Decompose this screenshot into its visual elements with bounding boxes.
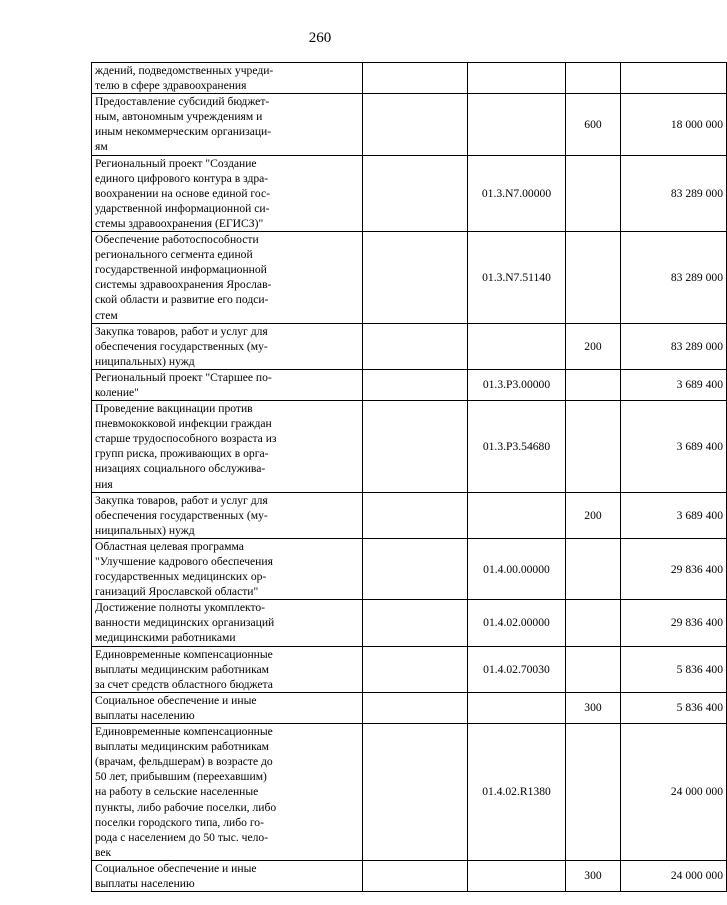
empty-cell bbox=[363, 232, 468, 324]
empty-cell bbox=[363, 646, 468, 692]
item-name-line: иным некоммерческим организаци- bbox=[95, 125, 272, 139]
amount-cell: 83 289 000 bbox=[621, 232, 727, 324]
item-name-cell bbox=[92, 401, 363, 493]
item-name-line: телю в сфере здравоохранения bbox=[95, 79, 247, 93]
item-name-line: обеспечения государственных (му- bbox=[95, 339, 268, 353]
amount-cell: 29 836 400 bbox=[621, 600, 727, 646]
expense-type-cell: 300 bbox=[566, 860, 621, 891]
item-name-line: регионального сегмента единой bbox=[95, 248, 253, 262]
item-name-line: Социальное обеспечение и иные bbox=[95, 693, 257, 707]
item-name-cell bbox=[92, 63, 363, 94]
empty-cell bbox=[363, 600, 468, 646]
table-body bbox=[92, 63, 727, 892]
item-name-line: Закупка товаров, работ и услуг для bbox=[95, 493, 268, 507]
item-name-line: ванности медицинских организаций bbox=[95, 616, 275, 630]
item-name-line: выплаты населению bbox=[95, 876, 195, 890]
empty-cell bbox=[363, 860, 468, 891]
expense-type-cell: 600 bbox=[566, 94, 621, 155]
item-name-line: Региональный проект "Создание bbox=[95, 156, 257, 170]
item-name-line: Обеспечение работоспособности bbox=[95, 233, 259, 247]
empty-cell bbox=[363, 692, 468, 723]
table-row bbox=[92, 401, 727, 493]
item-name-line: на работу в сельские населенные bbox=[95, 785, 259, 799]
item-name-cell bbox=[92, 232, 363, 324]
table-row bbox=[92, 232, 727, 324]
item-name-line: выплаты медицинским работникам bbox=[95, 662, 270, 676]
item-name-cell bbox=[92, 538, 363, 599]
item-name-line: Региональный проект "Старшее по- bbox=[95, 370, 272, 384]
table-row bbox=[92, 155, 727, 231]
table-row bbox=[92, 600, 727, 646]
budget-table bbox=[91, 62, 727, 892]
item-name-line: выплаты населению bbox=[95, 708, 195, 722]
item-name-line: единого цифрового контура в здра- bbox=[95, 171, 269, 185]
item-name-line: Единовременные компенсационные bbox=[95, 647, 273, 661]
target-code-cell: 01.3.N7.00000 bbox=[468, 155, 566, 231]
item-name-cell bbox=[92, 155, 363, 231]
expense-type-cell bbox=[566, 232, 621, 324]
item-name-line: старше трудоспособного возраста из bbox=[95, 432, 277, 446]
item-name-line: Социальное обеспечение и иные bbox=[95, 861, 257, 875]
item-name-line: Закупка товаров, работ и услуг для bbox=[95, 324, 268, 338]
empty-cell bbox=[363, 492, 468, 538]
empty-cell bbox=[363, 63, 468, 94]
table-row bbox=[92, 94, 727, 155]
item-name-cell bbox=[92, 323, 363, 369]
item-name-line: низациях социального обслужива- bbox=[95, 462, 266, 476]
expense-type-cell bbox=[566, 538, 621, 599]
item-name-line: Единовременные компенсационные bbox=[95, 725, 273, 739]
empty-cell bbox=[363, 323, 468, 369]
target-code-cell bbox=[468, 323, 566, 369]
item-name-line: ям bbox=[95, 140, 108, 154]
item-name-line: ждений, подведомственных учреди- bbox=[95, 64, 274, 77]
item-name-line: групп риска, проживающих в орга- bbox=[95, 447, 269, 461]
item-name-line: за счет средств областного бюджета bbox=[95, 677, 273, 691]
item-name-line: стем bbox=[95, 308, 118, 322]
item-name-line: Областная целевая программа bbox=[95, 539, 244, 553]
table-row bbox=[92, 538, 727, 599]
target-code-cell bbox=[468, 492, 566, 538]
item-name-line: пункты, либо рабочие поселки, либо bbox=[95, 800, 277, 814]
amount-cell: 5 836 400 bbox=[621, 646, 727, 692]
item-name-line: 50 лет, прибывшим (переехавшим) bbox=[95, 770, 267, 784]
item-name-line: коление" bbox=[95, 385, 139, 399]
item-name-cell bbox=[92, 724, 363, 861]
target-code-cell bbox=[468, 94, 566, 155]
item-name-line: ниципальных) нужд bbox=[95, 354, 195, 368]
amount-cell: 3 689 400 bbox=[621, 369, 727, 400]
amount-cell: 5 836 400 bbox=[621, 692, 727, 723]
table-row bbox=[92, 724, 727, 861]
expense-type-cell bbox=[566, 63, 621, 94]
item-name-line: медицинскими работниками bbox=[95, 631, 236, 645]
empty-cell bbox=[363, 538, 468, 599]
item-name-line: "Улучшение кадрового обеспечения bbox=[95, 555, 273, 568]
expense-type-cell bbox=[566, 155, 621, 231]
item-name-line: век bbox=[95, 845, 112, 859]
target-code-cell: 01.4.02.R1380 bbox=[468, 724, 566, 861]
item-name-line: ным, автономным учреждениям и bbox=[95, 110, 263, 124]
table-row bbox=[92, 646, 727, 692]
empty-cell bbox=[363, 401, 468, 493]
target-code-cell: 01.4.00.00000 bbox=[468, 538, 566, 599]
target-code-cell: 01.3.N7.51140 bbox=[468, 232, 566, 324]
empty-cell bbox=[363, 94, 468, 155]
item-name-line: воохранении на основе единой гос- bbox=[95, 186, 270, 200]
amount-cell: 29 836 400 bbox=[621, 538, 727, 599]
target-code-cell bbox=[468, 692, 566, 723]
target-code-cell: 01.4.02.70030 bbox=[468, 646, 566, 692]
table-row bbox=[92, 492, 727, 538]
item-name-line: системы здравоохранения Ярослав- bbox=[95, 278, 272, 292]
item-name-line: ганизаций Ярославской области" bbox=[95, 585, 259, 599]
table-row bbox=[92, 369, 727, 400]
item-name-cell bbox=[92, 492, 363, 538]
item-name-cell bbox=[92, 369, 363, 400]
table-row bbox=[92, 323, 727, 369]
item-name-line: обеспечения государственных (му- bbox=[95, 508, 268, 522]
empty-cell bbox=[363, 724, 468, 861]
item-name-line: выплаты медицинским работникам bbox=[95, 740, 270, 754]
item-name-line: пневмококковой инфекции граждан bbox=[95, 417, 272, 431]
item-name-cell bbox=[92, 860, 363, 891]
amount-cell: 24 000 000 bbox=[621, 724, 727, 861]
amount-cell: 83 289 000 bbox=[621, 323, 727, 369]
expense-type-cell bbox=[566, 369, 621, 400]
item-name-line: государственной информационной bbox=[95, 263, 267, 277]
amount-cell: 24 000 000 bbox=[621, 860, 727, 891]
empty-cell bbox=[363, 155, 468, 231]
amount-cell: 3 689 400 bbox=[621, 492, 727, 538]
amount-cell: 3 689 400 bbox=[621, 401, 727, 493]
item-name-cell bbox=[92, 600, 363, 646]
table-row bbox=[92, 692, 727, 723]
item-name-cell bbox=[92, 646, 363, 692]
target-code-cell: 01.3.P3.54680 bbox=[468, 401, 566, 493]
expense-type-cell bbox=[566, 724, 621, 861]
item-name-line: Предоставление субсидий бюджет- bbox=[95, 95, 270, 109]
item-name-line: стемы здравоохранения (ЕГИСЗ)" bbox=[95, 216, 264, 230]
item-name-line: (врачам, фельдшерам) в возрасте до bbox=[95, 755, 273, 769]
expense-type-cell: 300 bbox=[566, 692, 621, 723]
item-name-line: ударственной информационной си- bbox=[95, 201, 270, 215]
table-row bbox=[92, 860, 727, 891]
expense-type-cell bbox=[566, 600, 621, 646]
page-number: 260 bbox=[308, 30, 332, 46]
expense-type-cell: 200 bbox=[566, 492, 621, 538]
item-name-line: ниципальных) нужд bbox=[95, 523, 195, 537]
expense-type-cell bbox=[566, 646, 621, 692]
item-name-line: Проведение вакцинации против bbox=[95, 402, 253, 416]
item-name-line: Достижение полноты укомплекто- bbox=[95, 601, 266, 615]
table-row bbox=[92, 63, 727, 94]
item-name-line: ния bbox=[95, 477, 113, 491]
item-name-line: государственных медицинских ор- bbox=[95, 570, 267, 584]
item-name-line: рода с населением до 50 тыс. чело- bbox=[95, 830, 269, 844]
empty-cell bbox=[363, 369, 468, 400]
target-code-cell bbox=[468, 63, 566, 94]
amount-cell: 18 000 000 bbox=[621, 94, 727, 155]
item-name-line: поселки городского типа, либо го- bbox=[95, 815, 264, 829]
item-name-cell bbox=[92, 692, 363, 723]
target-code-cell: 01.4.02.00000 bbox=[468, 600, 566, 646]
expense-type-cell: 200 bbox=[566, 323, 621, 369]
item-name-cell bbox=[92, 94, 363, 155]
expense-type-cell bbox=[566, 401, 621, 493]
target-code-cell bbox=[468, 860, 566, 891]
item-name-line: ской области и развитие его подси- bbox=[95, 293, 269, 307]
target-code-cell: 01.3.P3.00000 bbox=[468, 369, 566, 400]
amount-cell bbox=[621, 63, 727, 94]
amount-cell: 83 289 000 bbox=[621, 155, 727, 231]
